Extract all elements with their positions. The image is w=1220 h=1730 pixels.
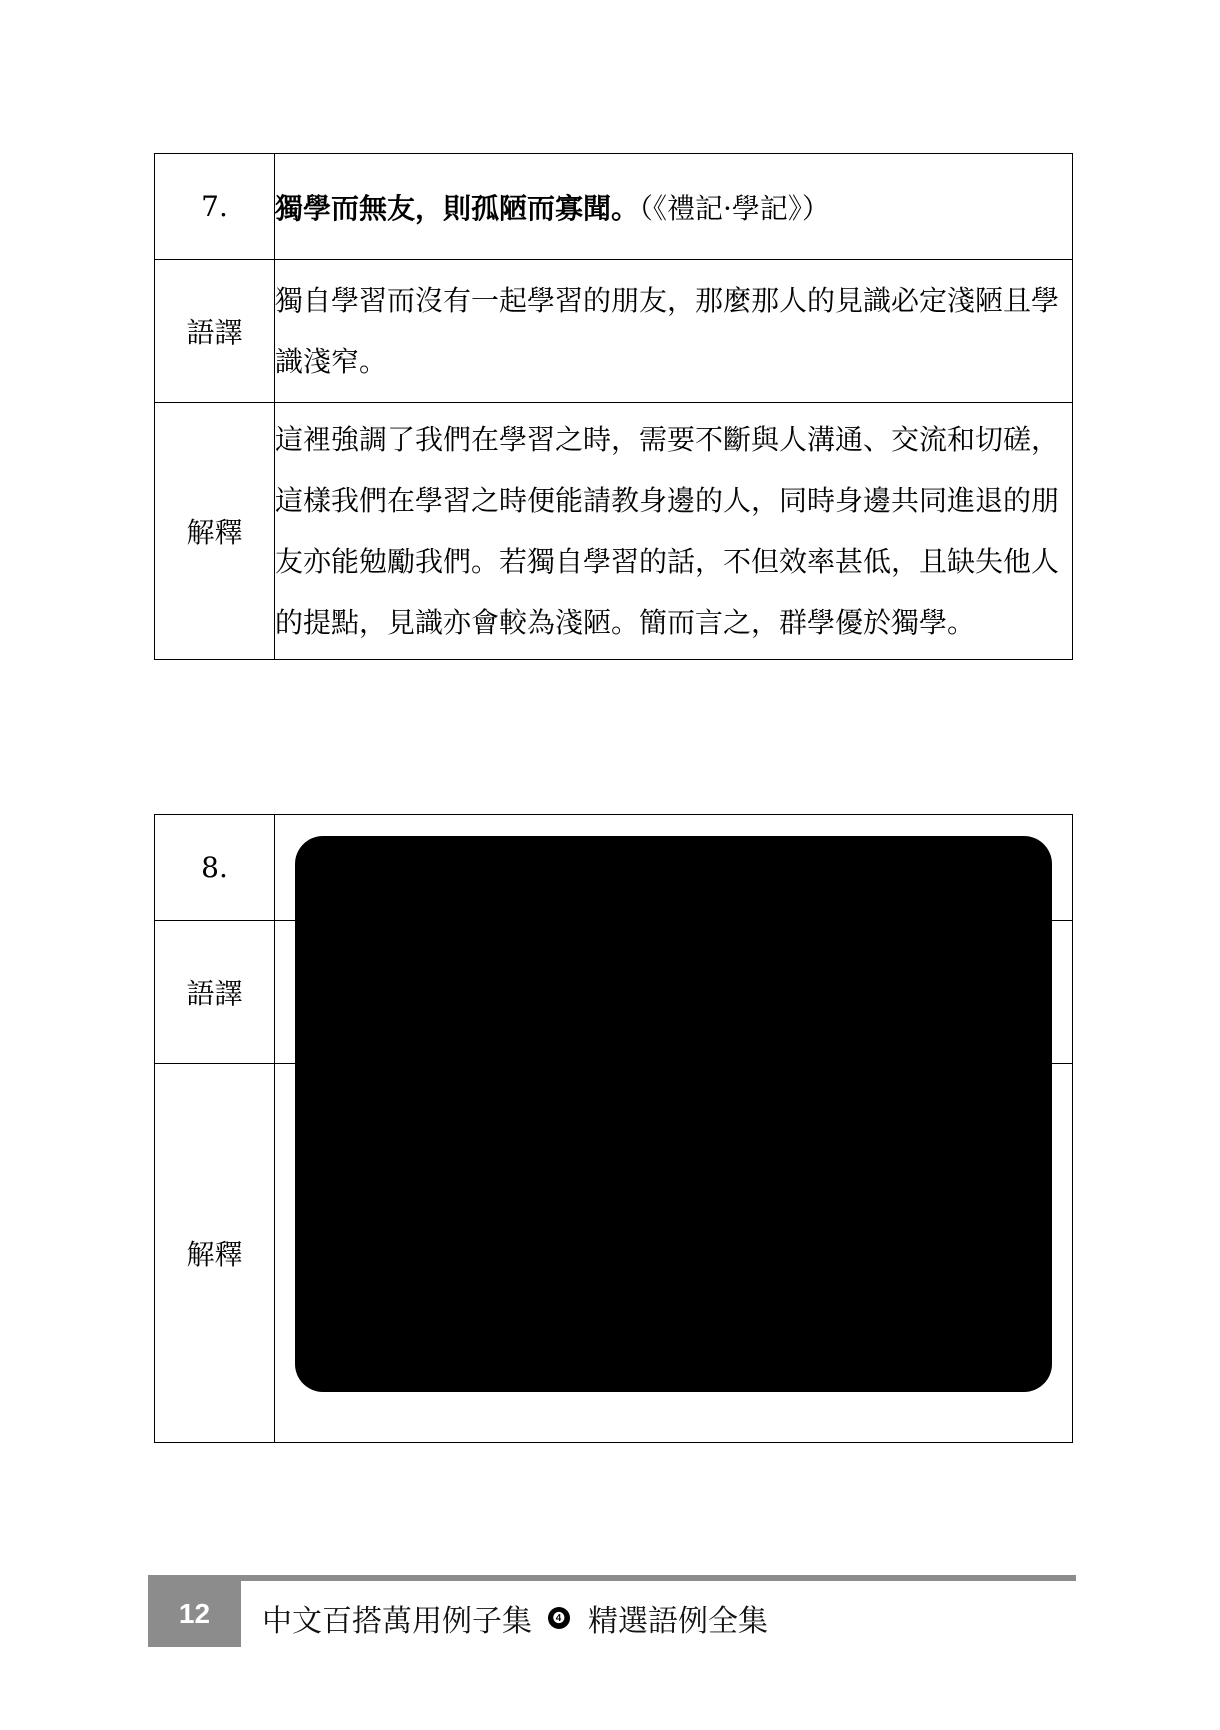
translation-label: 語譯 [155, 260, 275, 403]
entry-table-7 [154, 153, 1073, 660]
quote-text: 獨學而無友，則孤陋而寡聞。 [275, 191, 640, 225]
explanation-text: 這裡強調了我們在學習之時，需要不斷與人溝通、交流和切磋，這樣我們在學習之時便能請教身邊的人，同時身邊共同進退的朋友亦能勉勵我們。若獨自學習的話，不但效率甚低，且缺失他人的提點，見識亦會較為淺陋。簡而言之，群學優於獨學。 [275, 403, 1073, 660]
page-number: 12 [148, 1581, 241, 1647]
translation-text: 獨自學習而沒有一起學習的朋友，那麼那人的見識必定淺陋且學識淺窄。 [275, 260, 1073, 403]
entry-number: 7. [155, 154, 275, 260]
entry-quote [275, 154, 1073, 260]
explanation-label: 解釋 [155, 403, 275, 660]
book-title [262, 1596, 768, 1640]
book-subtitle: 精選語例全集 [588, 1604, 768, 1639]
quote-source: （《禮記·學記》） [639, 191, 830, 225]
entry-number: 8. [155, 815, 275, 921]
explanation-label: 解釋 [155, 1064, 275, 1443]
book-title-text: 中文百搭萬用例子集 [262, 1604, 532, 1639]
volume-badge: ❹ [548, 1607, 570, 1629]
translation-label: 語譯 [155, 921, 275, 1064]
redaction-block [295, 836, 1052, 1392]
footer-rule [148, 1575, 1076, 1581]
